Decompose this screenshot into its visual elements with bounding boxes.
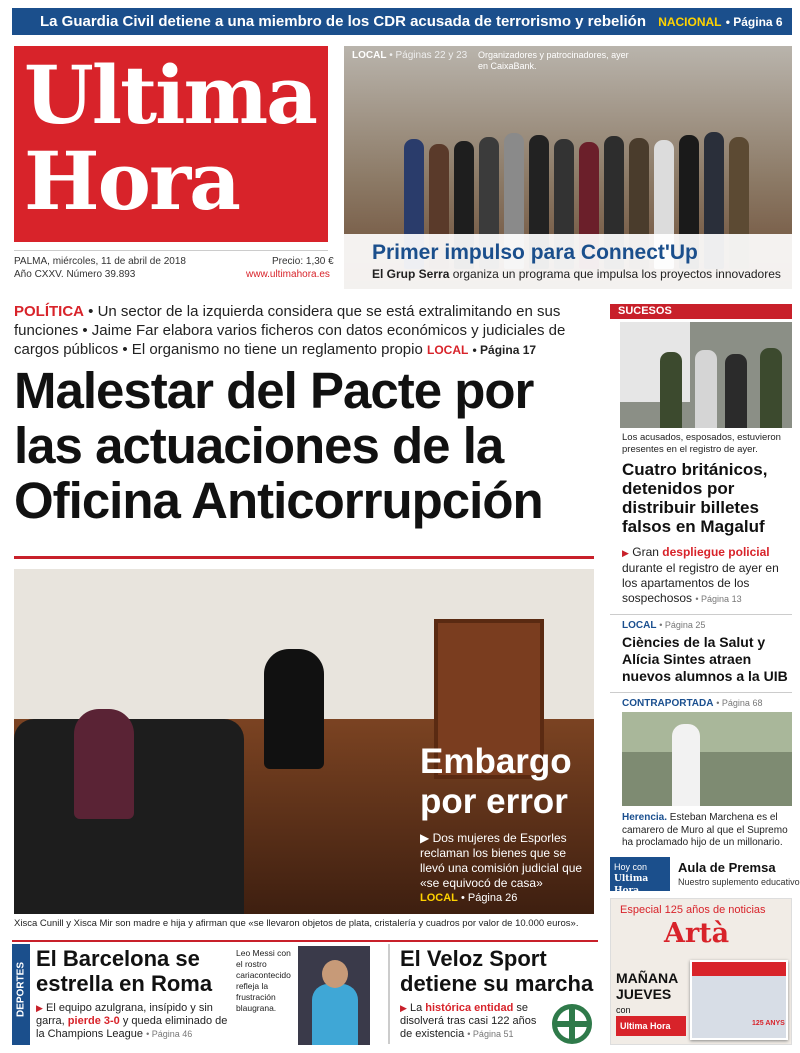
- embargo-ref-page: • Página 26: [460, 892, 518, 904]
- play-arrow-icon: ▶: [400, 1003, 407, 1013]
- embargo-title[interactable]: [420, 742, 572, 822]
- contraportada-text: Herencia. Esteban Marchena es el camarero de Muro al que el Supremo ha proclamado hijo de un millonario.: [622, 812, 788, 848]
- connect-section-ref: [352, 50, 467, 61]
- sucesos-text: ▶ Gran despliegue policial durante el registro de ayer en los apartamentos de los sospechosos • Página 13: [622, 545, 779, 605]
- uib-page: • Página 25: [659, 620, 706, 630]
- messi-caption: Leo Messi con el rostro cariacontecido refleja la frustración blaugrana.: [236, 948, 291, 1013]
- promo-when: MAÑANA JUEVES con: [616, 970, 679, 1015]
- embargo-text-body: Dos mujeres de Esporles reclaman los bienes que se llevó una comisión judicial que «se equivocó de casa»: [420, 831, 583, 890]
- connect-subtitle-rest: organiza un programa que impulsa los proyectos innovadores: [449, 267, 781, 281]
- main-story-ref-section: LOCAL: [427, 343, 469, 357]
- embargo-text: [420, 831, 590, 891]
- masthead-logo[interactable]: [14, 46, 328, 242]
- deportes-tab: [12, 944, 30, 1045]
- top-banner-page: • Página 6: [725, 15, 783, 29]
- aula-subtitle: Nuestro suplemento educativo: [678, 877, 800, 887]
- connect-section: LOCAL: [352, 50, 387, 61]
- barcelona-title[interactable]: El Barcelona se estrella en Roma: [36, 946, 213, 996]
- sucesos-caption: Los acusados, esposados, estuvieron presentes en el registro de ayer.: [622, 432, 781, 455]
- embargo-caption: Xisca Cunill y Xisca Mir son madre e hija y afirman que «se llevaron objetos de plata, cristalería y cuadros por valor de 10.000 euros».: [14, 918, 579, 929]
- veloz-text: ▶ La histórica entidad se disolverá tras casi 122 años de existencia • Página 51: [400, 1002, 537, 1040]
- aula-badge: Hoy con Ultima Hora: [610, 857, 670, 891]
- main-story-section: POLÍTICA: [14, 303, 84, 320]
- connect-pages: • Páginas 22 y 23: [389, 50, 468, 61]
- contraportada-ref: [622, 698, 762, 709]
- main-story-bullets: • Un sector de la izquierda considera que se está extralimitando en sus funciones • Jaime Far elabora varios ficheros con datos económicos y judiciales de cargos públicos • El organismo no tiene un reglamento propio: [14, 303, 566, 358]
- main-story-intro: [14, 302, 594, 360]
- veloz-title[interactable]: El Veloz Sport detiene su marcha: [400, 946, 594, 996]
- embargo-title-line-1: Embargo: [420, 742, 572, 781]
- uib-ref: [622, 620, 705, 631]
- sucesos-title[interactable]: Cuatro británicos, detenidos por distribuir billetes falsos en Magaluf: [622, 460, 768, 536]
- aula-title[interactable]: Aula de Premsa: [678, 860, 776, 875]
- top-banner-section: NACIONAL: [658, 15, 722, 29]
- barcelona-text: ▶ El equipo azulgrana, insípido y sin garra, pierde 3-0 y queda eliminado de la Champions League • Página 46: [36, 1002, 228, 1040]
- play-arrow-icon: ▶: [36, 1003, 43, 1013]
- main-story-ref-page: • Página 17: [472, 343, 537, 357]
- sucesos-page: • Página 13: [695, 594, 742, 604]
- embargo-title-line-2: por error: [420, 782, 568, 821]
- deportes-label: DEPORTES: [15, 962, 27, 1018]
- messi-photo: [298, 946, 370, 1045]
- bicycle-wheel-icon: [552, 1004, 592, 1044]
- play-arrow-icon: ▶: [420, 831, 430, 845]
- contraportada-page: • Página 68: [716, 698, 763, 708]
- website-link[interactable]: www.ultimahora.es: [246, 269, 330, 280]
- contraportada-section: CONTRAPORTADA: [622, 698, 714, 709]
- play-arrow-icon: ▶: [622, 548, 629, 558]
- embargo-ref: [420, 892, 517, 904]
- main-headline[interactable]: Malestar del Pacte por las actuaciones de la Oficina Anticorrupción: [14, 362, 543, 529]
- contraportada-photo: [622, 712, 792, 806]
- top-banner-headline: La Guardia Civil detiene a una miembro de los CDR acusada de terrorismo y rebelión: [40, 13, 647, 30]
- sucesos-photo: [620, 322, 792, 428]
- promo-special: Especial 125 años de noticias: [620, 904, 766, 916]
- issue-line: Año CXXV. Número 39.893: [14, 269, 136, 280]
- sucesos-label: SUCESOS: [610, 304, 792, 319]
- logo-line-1: Ultima: [24, 48, 316, 142]
- uib-section: LOCAL: [622, 620, 657, 631]
- connect-subtitle: [372, 267, 781, 281]
- logo-line-2: Hora: [24, 134, 239, 228]
- connect-caption: Organizadores y patrocinadores, ayer en CaixaBank.: [478, 50, 629, 71]
- date-line: PALMA, miércoles, 11 de abril de 2018: [14, 256, 186, 267]
- connect-brand: El Grup Serra: [372, 267, 450, 281]
- uib-title[interactable]: Ciències de la Salut y Alícia Sintes atraen nuevos alumnos a la UIB: [622, 634, 788, 684]
- top-banner[interactable]: [12, 8, 792, 35]
- promo-newspaper-thumbnail: 125 ANYS: [690, 960, 788, 1040]
- price: Precio: 1,30 €: [272, 256, 334, 267]
- embargo-ref-section: LOCAL: [420, 892, 458, 904]
- promo-town: Artà: [664, 918, 730, 949]
- promo-brand: Ultima Hora: [616, 1016, 686, 1036]
- connect-title[interactable]: Primer impulso para Connect'Up: [372, 241, 698, 264]
